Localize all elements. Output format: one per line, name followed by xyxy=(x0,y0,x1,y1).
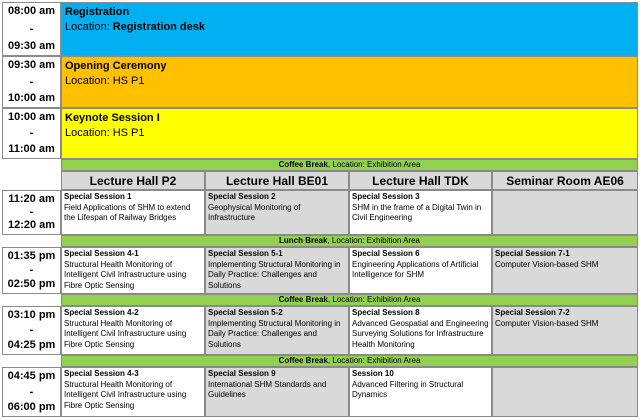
session-cell xyxy=(61,306,205,355)
break-title: Coffee Break xyxy=(278,295,328,304)
break-title: Lunch Break xyxy=(279,236,328,245)
session-desc: Structural Health Monitoring of Intelligent Civil Infrastructure using Fibre Optic Sensing xyxy=(64,379,187,410)
hall-header-tdk: Lecture Hall TDK xyxy=(349,171,492,190)
break-location: , Location: Exhibition Area xyxy=(327,356,421,365)
session-title: Special Session 5-1 xyxy=(208,249,283,258)
time-slot xyxy=(2,306,61,355)
break-location: , Location: Exhibition Area xyxy=(327,236,420,245)
session-title: Special Session 4-1 xyxy=(64,249,139,258)
session-cell xyxy=(205,247,349,294)
session-title: Special Session 7-1 xyxy=(495,249,570,258)
session-desc: Engineering Applications of Artificial Intelligence for SHM xyxy=(352,259,479,279)
session-location-label: Location: HS P1 xyxy=(65,127,145,139)
session-cell xyxy=(349,306,492,355)
session-title: Special Session 2 xyxy=(208,192,276,201)
session-title: Session 10 xyxy=(352,369,394,378)
lunch-break xyxy=(61,235,638,247)
time-dash: - xyxy=(29,22,34,35)
hall-header-ae06: Seminar Room AE06 xyxy=(492,171,638,190)
break-location: , Location: Exhibition Area xyxy=(327,295,421,304)
break-title: Coffee Break xyxy=(278,356,328,365)
end-time: 12:20 am xyxy=(7,219,56,231)
session-cell-empty xyxy=(492,367,638,417)
session-registration xyxy=(61,2,638,56)
time-slot xyxy=(2,367,61,417)
session-title: Special Session 3 xyxy=(352,192,420,201)
session-desc: International SHM Standards and Guidelines xyxy=(208,379,327,399)
session-cell xyxy=(349,247,492,294)
session-desc: Advanced Geospatial and Engineering Surveying Solutions for Infrastructure Health Monitoring xyxy=(352,318,489,349)
time-slot xyxy=(2,2,61,56)
session-cell xyxy=(61,247,205,294)
session-cell xyxy=(205,190,349,235)
end-time: 02:50 pm xyxy=(7,278,56,290)
session-cell xyxy=(61,367,205,417)
session-desc: Computer Vision-based SHM xyxy=(495,259,599,269)
session-cell-empty xyxy=(492,190,638,235)
time-dash: - xyxy=(29,385,34,398)
end-time: 10:00 am xyxy=(7,92,56,104)
time-dash: - xyxy=(29,264,34,276)
session-title: Special Session 5-2 xyxy=(208,308,283,317)
session-cell xyxy=(349,190,492,235)
session-desc: Computer Vision-based SHM xyxy=(495,318,599,328)
session-location: Registration desk xyxy=(112,21,206,33)
session-cell xyxy=(61,190,205,235)
hall-header-p2: Lecture Hall P2 xyxy=(61,171,205,190)
time-slot xyxy=(2,247,61,294)
start-time: 01:35 pm xyxy=(7,250,56,262)
session-location-label: Location: xyxy=(65,21,113,33)
session-desc: Geophysical Monitoring of Infrastructure xyxy=(208,202,301,222)
time-dash: - xyxy=(29,75,34,88)
coffee-break xyxy=(61,159,638,171)
session-keynote xyxy=(61,108,638,159)
coffee-break xyxy=(61,294,638,306)
break-title: Coffee Break xyxy=(278,160,328,169)
hall-header-be01: Lecture Hall BE01 xyxy=(205,171,349,190)
session-title: Special Session 4-3 xyxy=(64,369,139,378)
start-time: 09:30 am xyxy=(7,59,56,71)
time-slot xyxy=(2,108,61,159)
session-title: Opening Ceremony xyxy=(65,60,167,72)
break-location: , Location: Exhibition Area xyxy=(327,160,421,169)
session-title: Special Session 8 xyxy=(352,308,420,317)
session-title: Special Session 7-2 xyxy=(495,308,570,317)
coffee-break xyxy=(61,355,638,367)
session-title: Special Session 4-2 xyxy=(64,308,139,317)
time-slot xyxy=(2,190,61,235)
session-location-label: Location: HS P1 xyxy=(65,75,145,87)
session-cell xyxy=(205,367,349,417)
session-desc: Implementing Structural Monitoring in Daily Practice: Challenges and Solutions xyxy=(208,318,341,349)
session-desc: Structural Health Monitoring of Intelligent Civil Infrastructure using Fibre Optic Sensing xyxy=(64,318,187,349)
time-dash: - xyxy=(29,206,34,218)
session-cell xyxy=(349,367,492,417)
session-desc: Implementing Structural Monitoring in Daily Practice: Challenges and Solutions xyxy=(208,259,341,290)
end-time: 06:00 pm xyxy=(7,401,56,413)
session-desc: Structural Health Monitoring of Intelligent Civil Infrastructure using Fibre Optic Sensing xyxy=(64,259,187,290)
time-dash: - xyxy=(29,127,34,139)
session-cell xyxy=(492,247,638,294)
session-title: Keynote Session I xyxy=(65,112,160,124)
time-slot xyxy=(2,56,61,108)
start-time: 03:10 pm xyxy=(7,309,56,321)
session-desc: Field Applications of SHM to extend the Lifespan of Railway Bridges xyxy=(64,202,191,222)
start-time: 10:00 am xyxy=(7,111,56,123)
session-title: Registration xyxy=(65,6,130,18)
start-time: 08:00 am xyxy=(7,5,56,17)
session-title: Special Session 6 xyxy=(352,249,420,258)
session-desc: Advanced Filtering in Structural Dynamics xyxy=(352,379,464,399)
start-time: 04:45 pm xyxy=(7,370,56,382)
session-cell xyxy=(205,306,349,355)
end-time: 11:00 am xyxy=(8,143,55,155)
end-time: 04:25 pm xyxy=(7,339,56,351)
time-dash: - xyxy=(29,324,34,336)
session-desc: SHM in the frame of a Digital Twin in Civil Engineering xyxy=(352,202,482,222)
start-time: 11:20 am xyxy=(8,193,55,205)
session-opening-ceremony xyxy=(61,56,638,108)
end-time: 09:30 am xyxy=(7,40,56,52)
session-title: Special Session 1 xyxy=(64,192,132,201)
session-title: Special Session 9 xyxy=(208,369,276,378)
session-cell xyxy=(492,306,638,355)
